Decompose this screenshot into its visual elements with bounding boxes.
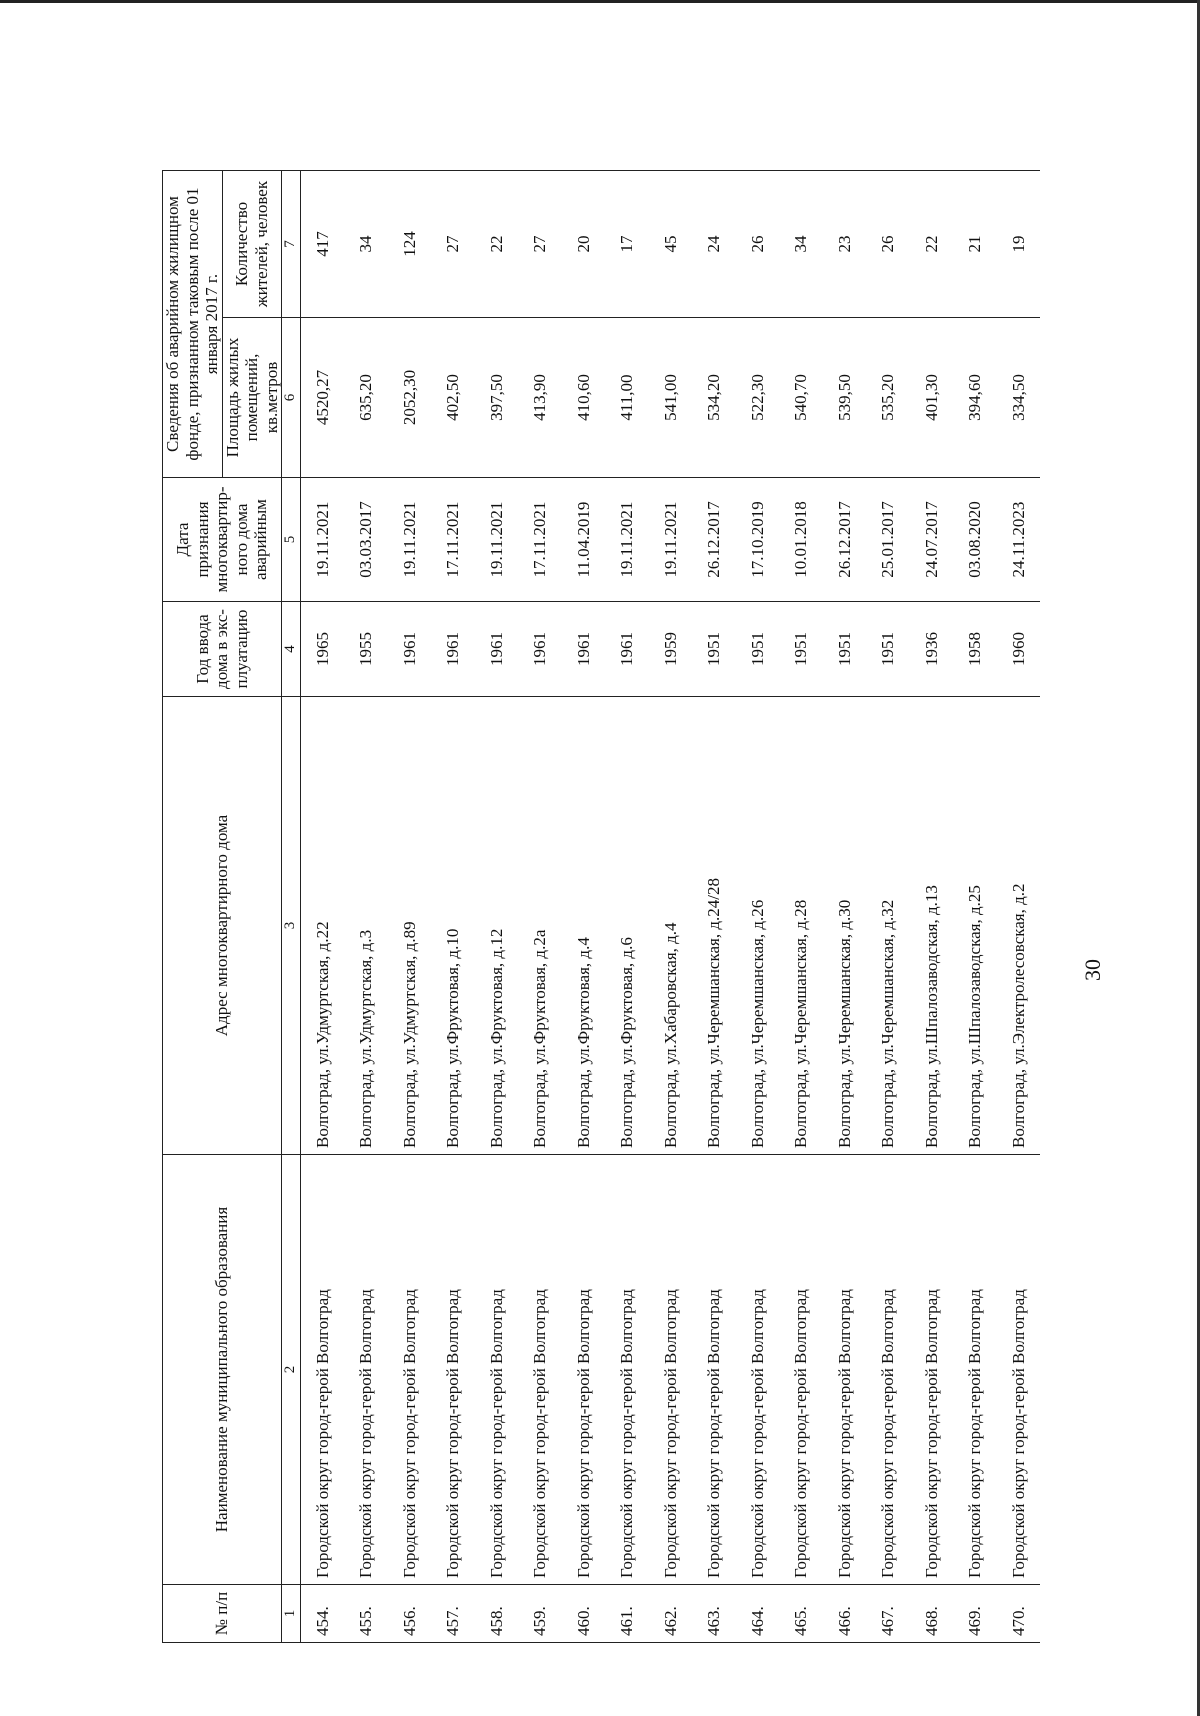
- emergency-housing-table: [162, 170, 1040, 1643]
- table-row: [866, 171, 910, 1643]
- address-cell: Волгоград, ул.Фруктовая, д.10: [431, 697, 475, 1155]
- address-cell: Волгоград, ул.Шпалозаводская, д.25: [953, 697, 997, 1155]
- residents-cell: 17: [605, 171, 649, 318]
- table-row: [431, 171, 475, 1643]
- emergency-date-cell: 03.03.2017: [344, 478, 388, 602]
- header-residents: Количество жителей, человек: [222, 171, 282, 318]
- emergency-date-cell: 24.07.2017: [910, 478, 954, 602]
- area-cell: 410,60: [562, 318, 606, 478]
- municipality-cell: Городской округ город-герой Волгоград: [518, 1155, 562, 1585]
- residents-cell: 34: [779, 171, 823, 318]
- municipality-cell: Городской округ город-герой Волгоград: [953, 1155, 997, 1585]
- year-cell: 1961: [605, 602, 649, 697]
- residents-cell: 27: [518, 171, 562, 318]
- area-cell: 635,20: [344, 318, 388, 478]
- address-cell: Волгоград, ул.Черемшанская, д.28: [779, 697, 823, 1155]
- area-cell: 413,90: [518, 318, 562, 478]
- year-cell: 1959: [649, 602, 693, 697]
- area-cell: 334,50: [997, 318, 1041, 478]
- emergency-date-cell: 19.11.2021: [475, 478, 519, 602]
- year-cell: 1965: [300, 602, 344, 697]
- municipality-cell: Городской округ город-герой Волгоград: [910, 1155, 954, 1585]
- address-cell: Волгоград, ул.Удмуртская, д.22: [300, 697, 344, 1155]
- residents-cell: 27: [431, 171, 475, 318]
- year-cell: 1951: [823, 602, 867, 697]
- residents-cell: 19: [997, 171, 1041, 318]
- residents-cell: 24: [692, 171, 736, 318]
- municipality-cell: Городской округ город-герой Волгоград: [823, 1155, 867, 1585]
- row-number: 466.: [823, 1585, 867, 1643]
- residents-cell: 20: [562, 171, 606, 318]
- column-number: 6: [282, 318, 300, 478]
- row-number: 457.: [431, 1585, 475, 1643]
- rotated-page: [0, 116, 1200, 1716]
- year-cell: 1961: [562, 602, 606, 697]
- table-row: [953, 171, 997, 1643]
- row-number: 455.: [344, 1585, 388, 1643]
- row-number: 469.: [953, 1585, 997, 1643]
- row-number: 462.: [649, 1585, 693, 1643]
- address-cell: Волгоград, ул.Черемшанская, д.30: [823, 697, 867, 1155]
- area-cell: 397,50: [475, 318, 519, 478]
- emergency-date-cell: 26.12.2017: [823, 478, 867, 602]
- address-cell: Волгоград, ул.Фруктовая, д.6: [605, 697, 649, 1155]
- row-number: 467.: [866, 1585, 910, 1643]
- emergency-date-cell: 19.11.2021: [649, 478, 693, 602]
- address-cell: Волгоград, ул.Черемшанская, д.32: [866, 697, 910, 1155]
- table-row: [518, 171, 562, 1643]
- table-row: [910, 171, 954, 1643]
- area-cell: 401,30: [910, 318, 954, 478]
- column-number: 7: [282, 171, 300, 318]
- address-cell: Волгоград, ул.Черемшанская, д.26: [736, 697, 780, 1155]
- table-row: [692, 171, 736, 1643]
- year-cell: 1960: [997, 602, 1041, 697]
- table-row: [823, 171, 867, 1643]
- year-cell: 1958: [953, 602, 997, 697]
- emergency-date-cell: 24.11.2023: [997, 478, 1041, 602]
- header-date: Дата признания многоквартир- ного дома аварийным: [163, 478, 282, 602]
- table-row: [300, 171, 344, 1643]
- column-number: 5: [282, 478, 300, 602]
- emergency-date-cell: 19.11.2021: [388, 478, 432, 602]
- address-cell: Волгоград, ул.Фруктовая, д.2а: [518, 697, 562, 1155]
- area-cell: 540,70: [779, 318, 823, 478]
- header-year: Год ввода дома в экс- плуатацию: [163, 602, 282, 697]
- table-row: [736, 171, 780, 1643]
- year-cell: 1951: [779, 602, 823, 697]
- address-cell: Волгоград, ул.Электролесовская, д.2: [997, 697, 1041, 1155]
- municipality-cell: Городской округ город-герой Волгоград: [344, 1155, 388, 1585]
- residents-cell: 417: [300, 171, 344, 318]
- municipality-cell: Городской округ город-герой Волгоград: [649, 1155, 693, 1585]
- residents-cell: 26: [736, 171, 780, 318]
- row-number: 456.: [388, 1585, 432, 1643]
- emergency-date-cell: 26.12.2017: [692, 478, 736, 602]
- municipality-cell: Городской округ город-герой Волгоград: [562, 1155, 606, 1585]
- year-cell: 1951: [736, 602, 780, 697]
- address-cell: Волгоград, ул.Фруктовая, д.12: [475, 697, 519, 1155]
- year-cell: 1936: [910, 602, 954, 697]
- emergency-date-cell: 19.11.2021: [605, 478, 649, 602]
- row-number: 459.: [518, 1585, 562, 1643]
- address-cell: Волгоград, ул.Фруктовая, д.4: [562, 697, 606, 1155]
- table-row: [388, 171, 432, 1643]
- emergency-date-cell: 25.01.2017: [866, 478, 910, 602]
- area-cell: 522,30: [736, 318, 780, 478]
- area-cell: 411,00: [605, 318, 649, 478]
- municipality-cell: Городской округ город-герой Волгоград: [736, 1155, 780, 1585]
- municipality-cell: Городской округ город-герой Волгоград: [388, 1155, 432, 1585]
- emergency-date-cell: 11.04.2019: [562, 478, 606, 602]
- year-cell: 1951: [866, 602, 910, 697]
- area-cell: 535,20: [866, 318, 910, 478]
- municipality-cell: Городской округ город-герой Волгоград: [431, 1155, 475, 1585]
- row-number: 463.: [692, 1585, 736, 1643]
- header-address: Адрес многоквартирного дома: [163, 697, 282, 1155]
- year-cell: 1955: [344, 602, 388, 697]
- municipality-cell: Городской округ город-герой Волгоград: [997, 1155, 1041, 1585]
- column-number: 4: [282, 602, 300, 697]
- emergency-date-cell: 19.11.2021: [300, 478, 344, 602]
- area-cell: 402,50: [431, 318, 475, 478]
- residents-cell: 34: [344, 171, 388, 318]
- address-cell: Волгоград, ул.Хабаровская, д.4: [649, 697, 693, 1155]
- column-number: 3: [282, 697, 300, 1155]
- area-cell: 534,20: [692, 318, 736, 478]
- year-cell: 1961: [431, 602, 475, 697]
- table-row: [997, 171, 1041, 1643]
- table-row: [779, 171, 823, 1643]
- address-cell: Волгоград, ул.Черемшанская, д.24/28: [692, 697, 736, 1155]
- row-number: 454.: [300, 1585, 344, 1643]
- page-number: 30: [1080, 959, 1105, 981]
- scan-edge-top: [0, 0, 1200, 3]
- row-number: 458.: [475, 1585, 519, 1643]
- residents-cell: 21: [953, 171, 997, 318]
- municipality-cell: Городской округ город-герой Волгоград: [779, 1155, 823, 1585]
- header-area: Площадь жилых помещений, кв.метров: [222, 318, 282, 478]
- residents-cell: 45: [649, 171, 693, 318]
- municipality-cell: Городской округ город-герой Волгоград: [605, 1155, 649, 1585]
- residents-cell: 124: [388, 171, 432, 318]
- row-number: 470.: [997, 1585, 1041, 1643]
- emergency-date-cell: 03.08.2020: [953, 478, 997, 602]
- area-cell: 539,50: [823, 318, 867, 478]
- header-num: № п/п: [163, 1585, 282, 1643]
- column-number: 2: [282, 1155, 300, 1585]
- address-cell: Волгоград, ул.Удмуртская, д.3: [344, 697, 388, 1155]
- area-cell: 2052,30: [388, 318, 432, 478]
- row-number: 464.: [736, 1585, 780, 1643]
- table-row: [649, 171, 693, 1643]
- year-cell: 1961: [475, 602, 519, 697]
- table-row: [562, 171, 606, 1643]
- residents-cell: 22: [475, 171, 519, 318]
- row-number: 460.: [562, 1585, 606, 1643]
- emergency-date-cell: 17.11.2021: [518, 478, 562, 602]
- header-municipality: Наименование муниципального образования: [163, 1155, 282, 1585]
- municipality-cell: Городской округ город-герой Волгоград: [300, 1155, 344, 1585]
- table-row: [605, 171, 649, 1643]
- row-number: 465.: [779, 1585, 823, 1643]
- emergency-date-cell: 17.10.2019: [736, 478, 780, 602]
- row-number: 461.: [605, 1585, 649, 1643]
- municipality-cell: Городской округ город-герой Волгоград: [475, 1155, 519, 1585]
- table-row: [344, 171, 388, 1643]
- header-group: Сведения об аварийном жилищном фонде, признанном таковым после 01 января 2017 г.: [163, 171, 223, 478]
- area-cell: 394,60: [953, 318, 997, 478]
- address-cell: Волгоград, ул.Удмуртская, д.89: [388, 697, 432, 1155]
- address-cell: Волгоград, ул.Шпалозаводская, д.13: [910, 697, 954, 1155]
- residents-cell: 22: [910, 171, 954, 318]
- emergency-date-cell: 17.11.2021: [431, 478, 475, 602]
- row-number: 468.: [910, 1585, 954, 1643]
- municipality-cell: Городской округ город-герой Волгоград: [866, 1155, 910, 1585]
- emergency-date-cell: 10.01.2018: [779, 478, 823, 602]
- year-cell: 1961: [388, 602, 432, 697]
- area-cell: 4520,27: [300, 318, 344, 478]
- table-row: [475, 171, 519, 1643]
- area-cell: 541,00: [649, 318, 693, 478]
- residents-cell: 23: [823, 171, 867, 318]
- municipality-cell: Городской округ город-герой Волгоград: [692, 1155, 736, 1585]
- year-cell: 1951: [692, 602, 736, 697]
- column-number: 1: [282, 1585, 300, 1643]
- residents-cell: 26: [866, 171, 910, 318]
- year-cell: 1961: [518, 602, 562, 697]
